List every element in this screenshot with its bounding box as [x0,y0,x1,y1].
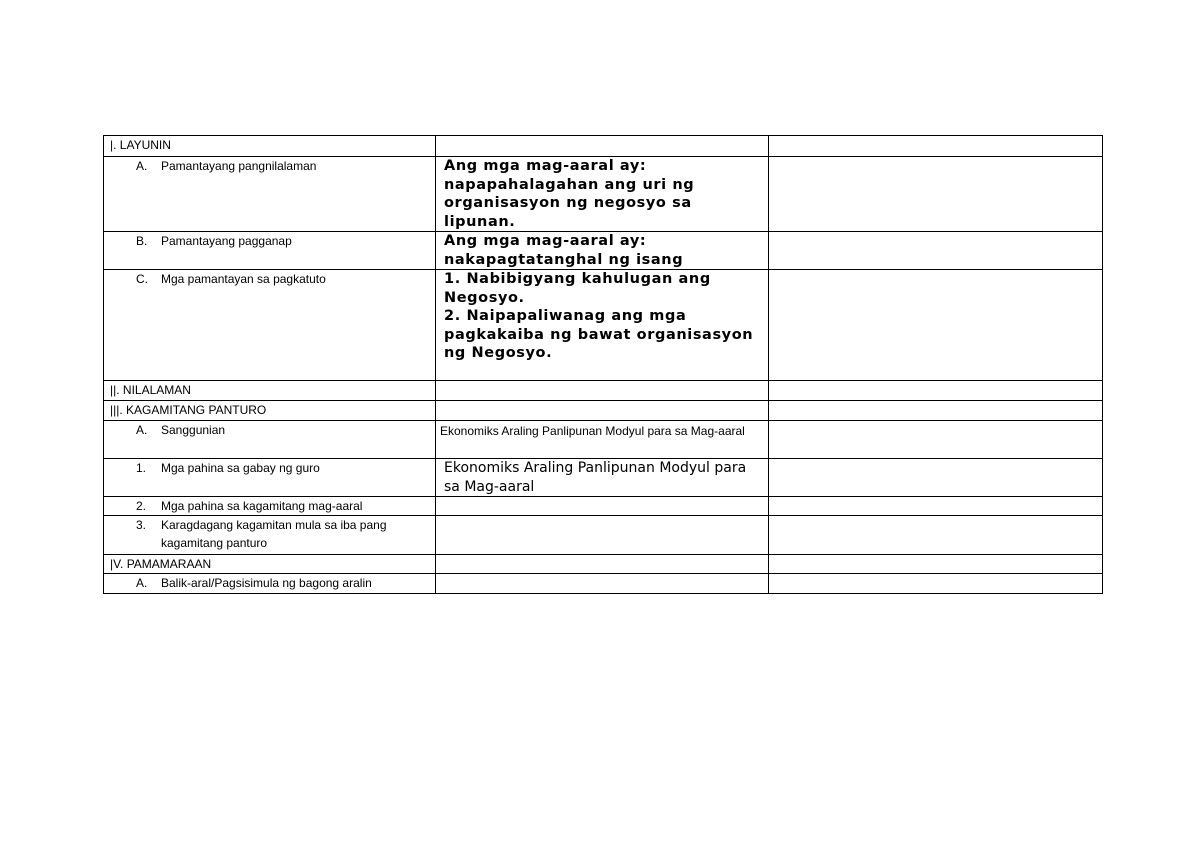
content-cell: Ang mga mag-aaral ay: napapahalagahan ang uri ng organisasyon ng negosyo sa lipunan. [436,157,769,232]
notes-cell [769,574,1103,594]
table-row [104,157,1103,232]
content-cell [436,401,769,421]
content-cell [436,516,769,555]
item-pamantayang-pagganap: B. Pamantayang pagganap [104,232,436,270]
table-row [104,136,1103,157]
notes-cell [769,555,1103,574]
notes-cell [769,270,1103,381]
table-row [104,516,1103,555]
table-row [104,401,1103,421]
notes-cell [769,401,1103,421]
table-row [104,497,1103,516]
notes-cell [769,497,1103,516]
section-layunin: |. LAYUNIN [104,136,436,157]
item-pahina-gabay-ng-guro: 1. Mga pahina sa gabay ng guro [104,459,436,497]
notes-cell [769,459,1103,497]
item-sanggunian: A. Sanggunian [104,421,436,459]
table-row [104,232,1103,270]
table-row [104,555,1103,574]
item-pahina-kagamitang-mag-aaral: 2. Mga pahina sa kagamitang mag-aaral [104,497,436,516]
section-nilalaman: ||. NILALAMAN [104,381,436,401]
table-row [104,459,1103,497]
table-row [104,381,1103,401]
section-pamamaraan: |V. PAMAMARAAN [104,555,436,574]
content-cell: Ang mga mag-aaral ay: nakapagtatanghal ng isang [436,232,769,270]
item-balik-aral: A. Balik-aral/Pagsisimula ng bagong aralin [104,574,436,594]
content-cell [436,381,769,401]
item-karagdagang-kagamitan: 3. Karagdagang kagamitan mula sa iba pang kagamitang panturo [104,516,436,555]
item-pamantayan-sa-pagkatuto: C. Mga pamantayan sa pagkatuto [104,270,436,381]
table-row [104,574,1103,594]
notes-cell [769,381,1103,401]
section-kagamitang-panturo: |||. KAGAMITANG PANTURO [104,401,436,421]
item-pamantayang-pangnilalaman: A. Pamantayang pangnilalaman [104,157,436,232]
notes-cell [769,421,1103,459]
lesson-plan-table [103,135,1103,594]
content-cell [436,497,769,516]
content-cell [436,555,769,574]
notes-cell [769,232,1103,270]
content-cell: Ekonomiks Araling Panlipunan Modyul para sa Mag-aaral [436,459,769,497]
notes-cell [769,516,1103,555]
notes-cell [769,136,1103,157]
content-cell [436,574,769,594]
content-cell: Ekonomiks Araling Panlipunan Modyul para sa Mag-aaral [436,421,769,459]
table-row [104,421,1103,459]
notes-cell [769,157,1103,232]
table-row [104,270,1103,381]
content-cell: 1. Nabibigyang kahulugan ang Negosyo. 2. Naipapaliwanag ang mga pagkakaiba ng bawat organisasyon ng Negosyo. [436,270,769,381]
content-cell [436,136,769,157]
